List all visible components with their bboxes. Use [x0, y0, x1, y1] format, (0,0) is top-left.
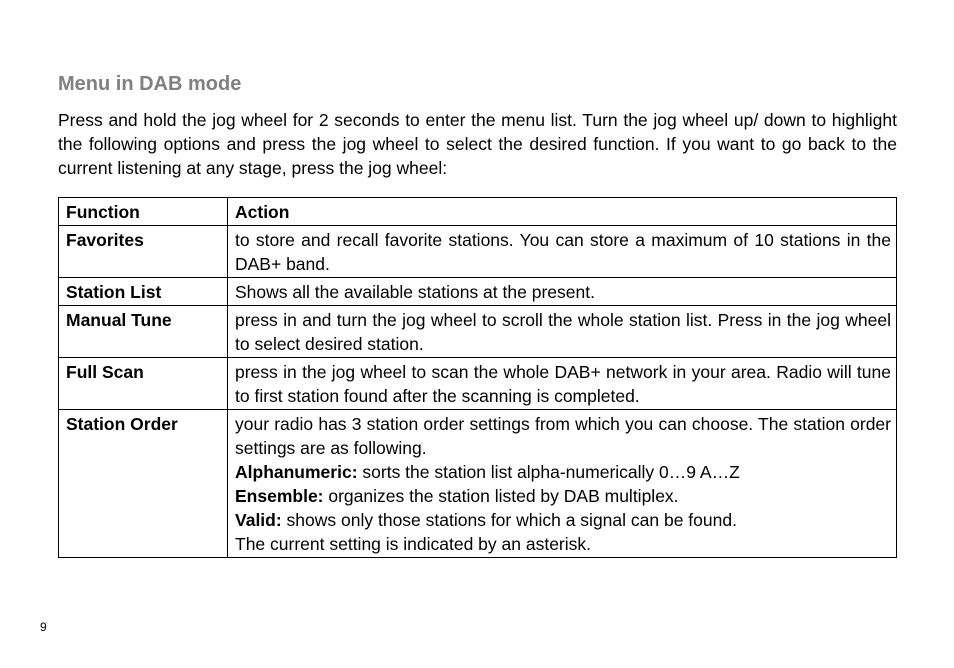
- table-row: [59, 226, 897, 278]
- row-action-manual-tune: press in and turn the jog wheel to scroll the whole station list. Press in the jog wheel to select desired station.: [228, 306, 897, 358]
- option-alphanumeric: [235, 460, 891, 484]
- option-ensemble: [235, 484, 891, 508]
- menu-table: [58, 197, 897, 558]
- table-row: [59, 278, 897, 306]
- section-heading: Menu in DAB mode: [58, 73, 242, 95]
- station-order-note: The current setting is indicated by an asterisk.: [235, 534, 592, 554]
- option-text: organizes the station listed by DAB multiplex.: [323, 486, 679, 506]
- row-function-manual-tune: Manual Tune: [59, 306, 228, 358]
- table-row: [59, 410, 897, 558]
- row-function-station-list: Station List: [59, 278, 228, 306]
- row-function-station-order: Station Order: [59, 410, 228, 558]
- row-action-station-list: Shows all the available stations at the present.: [228, 278, 897, 306]
- row-function-favorites: Favorites: [59, 226, 228, 278]
- page-number: 9: [40, 620, 47, 634]
- option-label: Alphanumeric:: [235, 462, 358, 482]
- option-label: Ensemble:: [235, 486, 324, 506]
- option-label: Valid:: [235, 510, 282, 530]
- option-text: sorts the station list alpha-numerically 0…9 A…Z: [357, 462, 740, 482]
- station-order-description: your radio has 3 station order settings from which you can choose. The station order settings are as following.: [235, 414, 891, 458]
- option-text: shows only those stations for which a signal can be found.: [281, 510, 737, 530]
- intro-paragraph: Press and hold the jog wheel for 2 seconds to enter the menu list. Turn the jog wheel up/ down to highlight the following options and press the jog wheel to select the desired function. If you want to go back to the current listening at any stage, press the jog wheel:: [58, 110, 897, 178]
- row-action-full-scan: press in the jog wheel to scan the whole DAB+ network in your area. Radio will tune to first station found after the scanning is completed.: [228, 358, 897, 410]
- row-function-full-scan: Full Scan: [59, 358, 228, 410]
- row-action-favorites: to store and recall favorite stations. You can store a maximum of 10 stations in the DAB+ band.: [228, 226, 897, 278]
- header-function: Function: [59, 198, 228, 226]
- table-row: [59, 358, 897, 410]
- table-row: [59, 306, 897, 358]
- row-action-station-order: [228, 410, 897, 558]
- option-valid: [235, 508, 891, 532]
- header-action: Action: [228, 198, 897, 226]
- table-header-row: [59, 198, 897, 226]
